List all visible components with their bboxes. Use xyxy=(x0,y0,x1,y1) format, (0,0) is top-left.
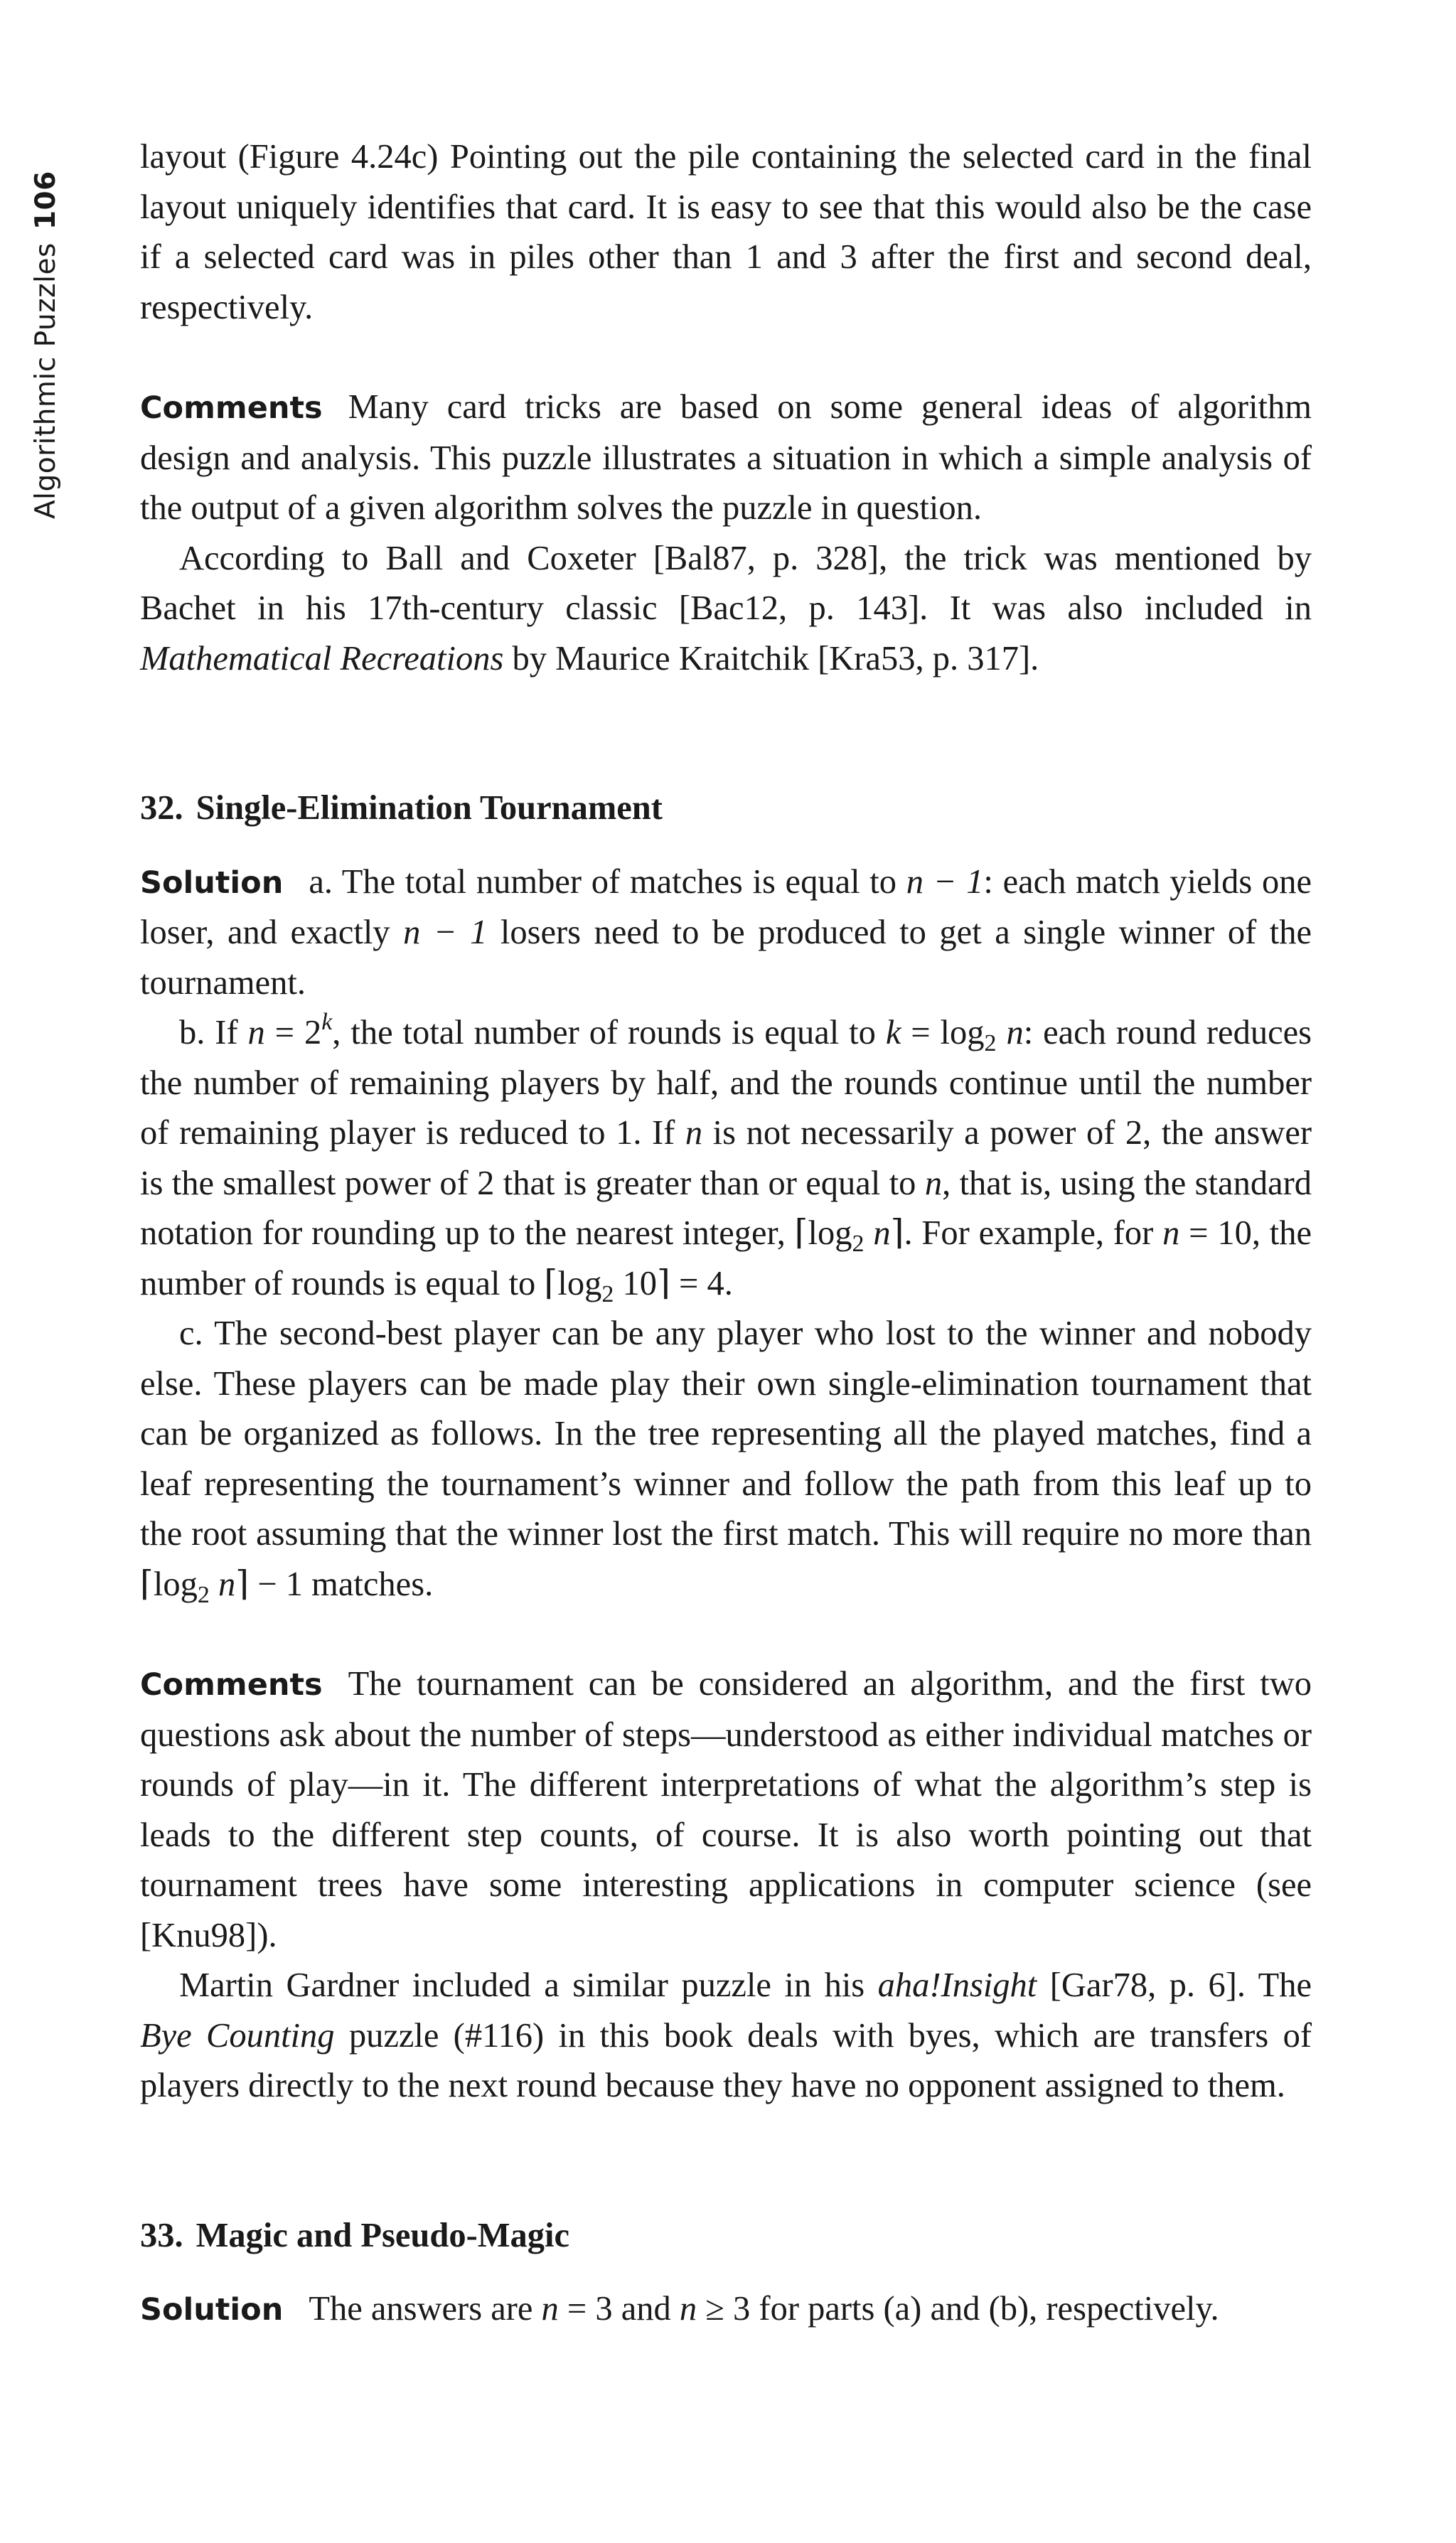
running-head xyxy=(21,149,71,519)
section-33-heading: 33. Magic and Pseudo-Magic xyxy=(140,2216,570,2254)
solution-32-part-b: b. If $n = 2^k$, the total number of rounds is equal to $k = \log_2 n$: each round reduces the number of remaining players by half, and the rounds continue until the number of remaining player is reduced to 1. If n is not necessarily a power of 2, the answer is the smallest power of 2 that is greater than or equal to n, that is, using the standard notation for rounding up to the nearest integer, $⌈\log_2$ n⌉. For example, for n = 10, the number of rounds is equal to $⌈\log_2$ 10⌉ = 4. xyxy=(140,1009,1312,1307)
section-32-heading: 32. Single-Elimination Tournament xyxy=(140,789,663,827)
comments-label: Comments xyxy=(140,390,323,426)
intro-paragraph: layout (Figure 4.24c) Pointing out the pile containing the selected card in the final layout uniquely identifies that card. It is easy to see that this would also be the case if a selected card was in piles other than 1 and 3 after the first and second deal, respectively. xyxy=(140,138,1312,326)
book-title-italic: Mathematical Recreations xyxy=(140,639,504,678)
page-body xyxy=(140,132,1312,2335)
comments-31-paragraph-2: According to Ball and Coxeter [Bal87, p. 328], the trick was mentioned by Bachet in his 17th-century classic [Bac12, p. 143]. It was also included in Mathematical Recreations by Maurice Kraitchik [Kra53, p. 317]. xyxy=(140,539,1312,678)
comments-32-paragraph-2: Martin Gardner included a similar puzzle in his aha!Insight [Gar78, p. 6]. The Bye Counting puzzle (#116) in this book deals with byes, which are transfers of players directly to the next round because they have no opponent assigned to them. xyxy=(140,1966,1312,2104)
solution-32-part-a: Solution a. The total number of matches is equal to n − 1: each match yields one loser, and exactly n − 1 losers need to be produced to get a single winner of the tournament. xyxy=(140,862,1312,1002)
comments-31-paragraph: Comments Many card tricks are based on some general ideas of algorithm design and analysis. This puzzle illustrates a situation in which a simple analysis of the output of a given algorithm solves the puzzle in question. xyxy=(140,388,1312,527)
solution-label: Solution xyxy=(140,2292,284,2328)
comments-label: Comments xyxy=(140,1667,323,1703)
page-number: 106 xyxy=(30,171,62,230)
solution-33: Solution The answers are n = 3 and n ≥ 3 for parts (a) and (b), respectively. xyxy=(140,2290,1219,2328)
solution-32-part-c: c. The second-best player can be any player who lost to the winner and nobody else. These players can be made play their own single-elimination tournament that can be organized as follows. In the tree representing all the played matches, find a leaf representing the tournament’s winner and follow the path from this leaf up to the root assuming that the winner lost the first match. This will require no more than $⌈\log_2$ n⌉ − 1 matches. xyxy=(140,1315,1312,1608)
book-title: Algorithmic Puzzles xyxy=(30,242,62,519)
solution-label: Solution xyxy=(140,864,284,901)
comments-32-paragraph: Comments The tournament can be considered an algorithm, and the first two questions ask about the number of steps—understood as either individual matches or rounds of play—in it. The different interpretations of what the algorithm’s step is leads to the different step counts, of course. It is also worth pointing out that tournament trees have some interesting applications in computer science (see [Knu98]). xyxy=(140,1665,1312,1954)
